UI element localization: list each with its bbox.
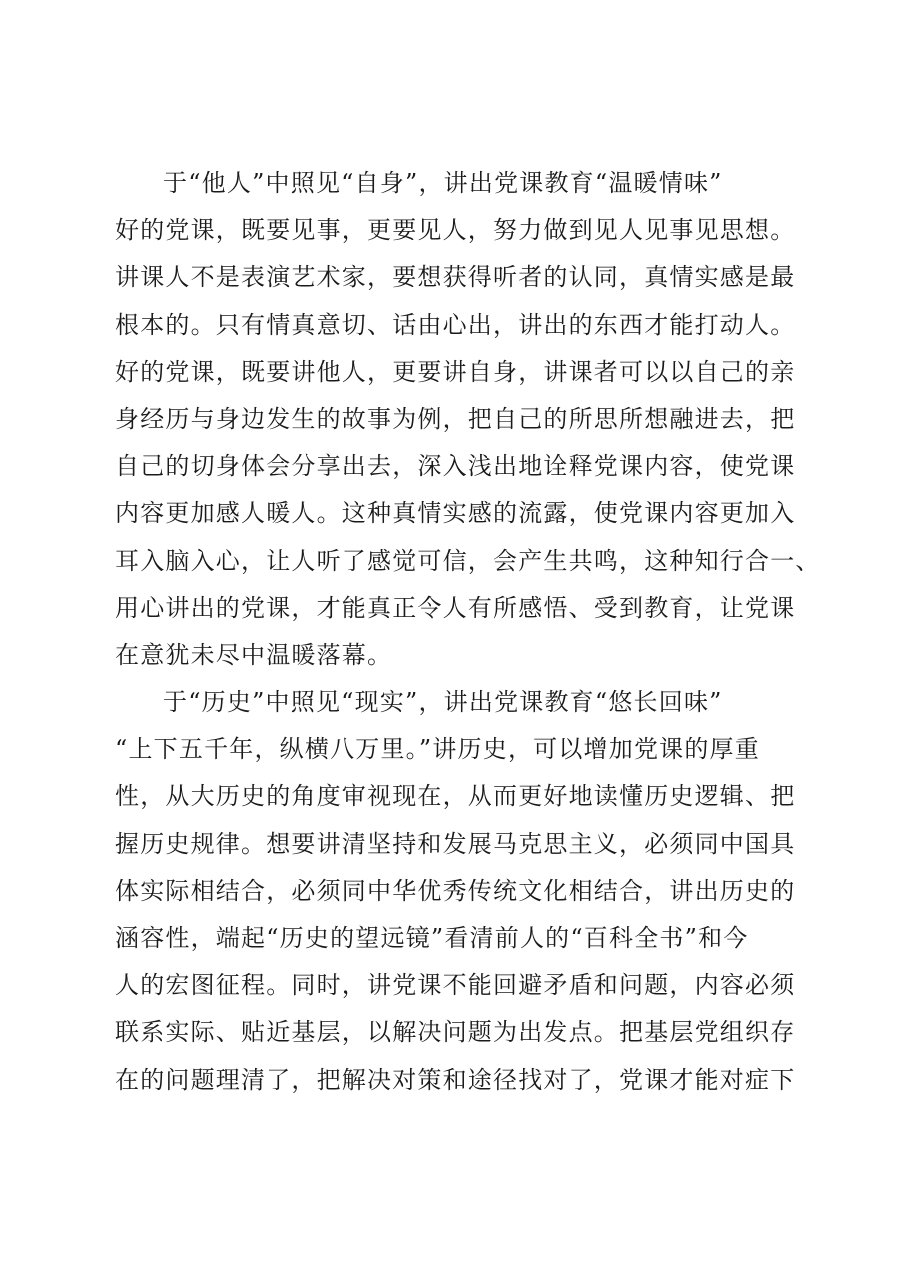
text-line: “上下五千年，纵横八万里。”讲历史，可以增加党课的厚重 — [115, 735, 760, 764]
text-line: 好的党课，既要讲他人，更要讲自身，讲课者可以以自己的亲 — [115, 357, 796, 386]
text-line: 联系实际、贴近基层，以解决问题为出发点。把基层党组织存 — [115, 1018, 796, 1047]
heading-warmth: 于“他人”中照见“自身”，讲出党课教育“温暖情味” — [163, 169, 723, 197]
heading-history: 于“历史”中照见“现实”，讲出党课教育“悠长回味” — [163, 688, 723, 717]
text-line: 自己的切身体会分享出去，深入浅出地诠释党课内容，使党课 — [115, 452, 796, 481]
document-body — [115, 160, 821, 1104]
text-line: 在意犹未尽中温暖落幕。 — [115, 640, 393, 669]
text-line: 人的宏图征程。同时，讲党课不能回避矛盾和问题，内容必须 — [115, 971, 796, 1000]
text-line: 用心讲出的党课，才能真正令人有所感悟、受到教育，让党课 — [115, 593, 796, 622]
text-line: 内容更加感人暖人。这种真情实感的流露，使党课内容更加入 — [115, 499, 796, 528]
text-line: 耳入脑入心，让人听了感觉可信，会产生共鸣，这种知行合一、 — [115, 546, 821, 575]
text-line: 根本的。只有情真意切、话由心出，讲出的东西才能打动人。 — [115, 310, 796, 339]
text-line: 体实际相结合，必须同中华优秀传统文化相结合，讲出历史的 — [115, 876, 796, 905]
text-line: 在的问题理清了，把解决对策和途径找对了，党课才能对症下 — [115, 1065, 796, 1094]
text-line: 身经历与身边发生的故事为例，把自己的所思所想融进去，把 — [115, 404, 796, 433]
text-line: 涵容性，端起“历史的望远镜”看清前人的“百科全书”和今 — [115, 924, 749, 952]
text-line: 讲课人不是表演艺术家，要想获得听者的认同，真情实感是最 — [115, 263, 796, 292]
text-line: 好的党课，既要见事，更要见人，努力做到见人见事见思想。 — [115, 216, 796, 245]
text-line: 性，从大历史的角度审视现在，从而更好地读懂历史逻辑、把 — [115, 782, 796, 811]
text-line: 握历史规律。想要讲清坚持和发展马克思主义，必须同中国具 — [115, 829, 796, 858]
